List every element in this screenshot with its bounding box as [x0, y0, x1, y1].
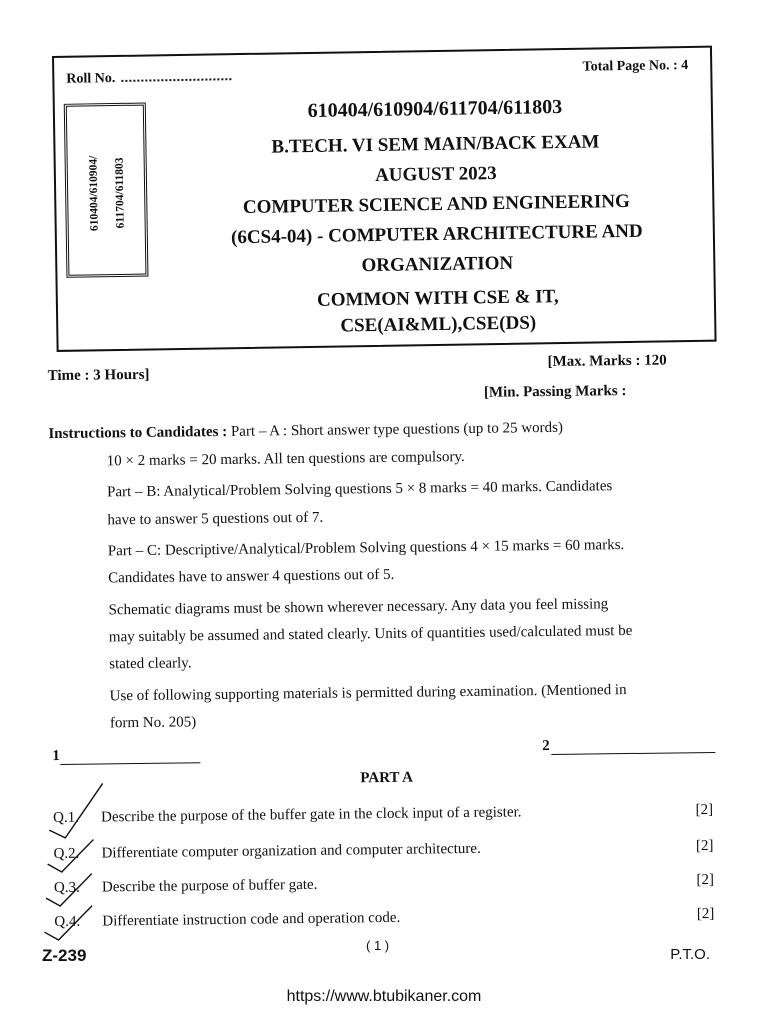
- exam-date: AUGUST 2023: [374, 163, 497, 186]
- paper-codes: 610404/610904/611704/611803: [307, 95, 563, 122]
- part-c-instruction: Part – C: Descriptive/Analytical/Problem Solving questions 4 × 15 marks = 60 marks.: [107, 537, 625, 560]
- part-a-instruction-cont: 10 × 2 marks = 20 marks. All ten questions are compulsory.: [106, 449, 465, 470]
- page-number: ( 1 ): [366, 938, 390, 953]
- part-a-instruction: Part – A : Short answer type questions (up to 25 words): [230, 419, 564, 440]
- branch-title: COMPUTER SCIENCE AND ENGINEERING: [242, 190, 630, 219]
- question-number: Q.4.: [54, 913, 81, 931]
- question-text: Describe the purpose of buffer gate.: [101, 876, 318, 896]
- question-marks: [2]: [695, 837, 714, 855]
- blank-2-line: [551, 752, 715, 755]
- schematic-instruction: Schematic diagrams must be shown wherever necessary. Any data you feel missing: [108, 596, 609, 619]
- blank-2-number: 2: [542, 737, 550, 755]
- part-b-instruction-cont: have to answer 5 questions out of 7.: [107, 509, 324, 529]
- question-row: [54, 906, 714, 938]
- schematic-instruction-cont: may suitably be assumed and stated clearly. Units of quantities used/calculated must be: [108, 622, 633, 646]
- exam-title: B.TECH. VI SEM MAIN/BACK EXAM: [271, 131, 600, 158]
- materials-instruction: Use of following supporting materials is permitted during examination. (Mentioned in: [109, 682, 627, 705]
- question-text: Describe the purpose of the buffer gate in the clock input of a register.: [100, 804, 522, 826]
- paper-code-footer: Z-239: [42, 946, 87, 965]
- instructions-label: Instructions to Candidates :: [48, 423, 228, 443]
- question-marks: [2]: [696, 871, 714, 889]
- side-code-line-1: 610404/610904/: [87, 155, 101, 232]
- question-row: [53, 802, 713, 834]
- question-number: Q.1.: [52, 809, 80, 827]
- min-passing-marks: [Min. Passing Marks :: [483, 383, 627, 401]
- question-text: Differentiate instruction code and operation code.: [102, 909, 401, 930]
- handwritten-tick-marks: [31, 777, 133, 948]
- common-with: COMMON WITH CSE & IT,: [316, 286, 559, 311]
- subject-title: (6CS4-04) - COMPUTER ARCHITECTURE AND: [230, 220, 643, 249]
- source-url[interactable]: https://www.btubikaner.com: [286, 988, 482, 1005]
- pto-label: P.T.O.: [670, 946, 710, 963]
- blank-1-number: 1: [52, 747, 60, 765]
- schematic-instruction-end: stated clearly.: [109, 655, 192, 673]
- time-allowed: Time : 3 Hours]: [47, 366, 150, 385]
- max-marks: [Max. Marks : 120: [547, 352, 667, 370]
- subject-title-cont: ORGANIZATION: [361, 252, 514, 277]
- question-text: Differentiate computer organization and computer architecture.: [101, 840, 481, 862]
- instructions-line-1: [48, 418, 563, 444]
- common-with-cont: CSE(AI&ML),CSE(DS): [340, 312, 537, 337]
- question-row: [53, 838, 713, 870]
- roll-number-label: Roll No.: [66, 71, 116, 87]
- part-a-heading: PART A: [360, 769, 414, 787]
- question-marks: [2]: [696, 905, 715, 923]
- part-b-instruction: Part – B: Analytical/Problem Solving questions 5 × 8 marks = 40 marks. Candidates: [107, 478, 613, 501]
- question-number: Q.2.: [53, 845, 80, 863]
- total-pages: Total Page No. : 4: [582, 58, 689, 75]
- part-c-instruction-cont: Candidates have to answer 4 questions out of 5.: [108, 566, 395, 587]
- question-row: [54, 872, 714, 904]
- question-marks: [2]: [695, 801, 714, 819]
- question-number: Q.3.: [53, 879, 80, 897]
- materials-instruction-cont: form No. 205): [109, 714, 197, 732]
- blank-1-line: [60, 762, 200, 765]
- side-code-line-2: 611704/611803: [113, 157, 127, 229]
